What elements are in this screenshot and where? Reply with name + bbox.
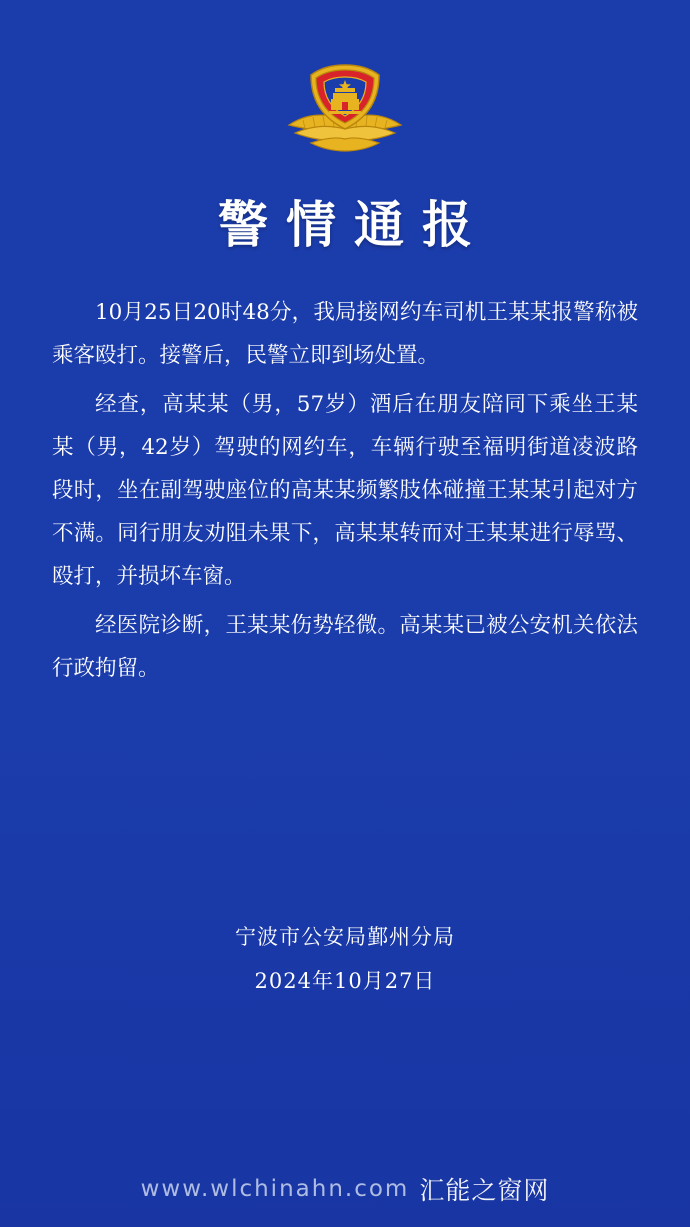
- notice-paragraph: 10月25日20时48分，我局接网约车司机王某某报警称被乘客殴打。接警后，民警立即到场处置。: [52, 300, 638, 368]
- signature-block: [0, 915, 690, 1003]
- watermark: [0, 1171, 690, 1207]
- issuing-organization: 宁波市公安局鄞州分局: [235, 925, 455, 949]
- page-title: 警情通报: [218, 195, 490, 254]
- notice-paragraph: 经医院诊断，王某某伤势轻微。高某某已被公安机关依法行政拘留。: [52, 613, 638, 681]
- issue-date: 2024年10月27日: [254, 969, 436, 993]
- watermark-brand: 汇能之窗网: [419, 1176, 550, 1205]
- notice-paragraph: 经查，高某某（男，57岁）酒后在朋友陪同下乘坐王某某（男，42岁）驾驶的网约车，车辆行驶至福明街道凌波路段时，坐在副驾驶座位的高某某频繁肢体碰撞王某某引起对方不满。同行朋友劝阻未果下，高某某转而对王某某进行辱骂、殴打，并损坏车窗。: [52, 392, 638, 589]
- watermark-url: www.wlchinahn.com: [140, 1176, 410, 1202]
- emblem-container: [0, 0, 690, 163]
- notice-body: [52, 291, 638, 690]
- china-police-emblem-icon: [281, 55, 409, 163]
